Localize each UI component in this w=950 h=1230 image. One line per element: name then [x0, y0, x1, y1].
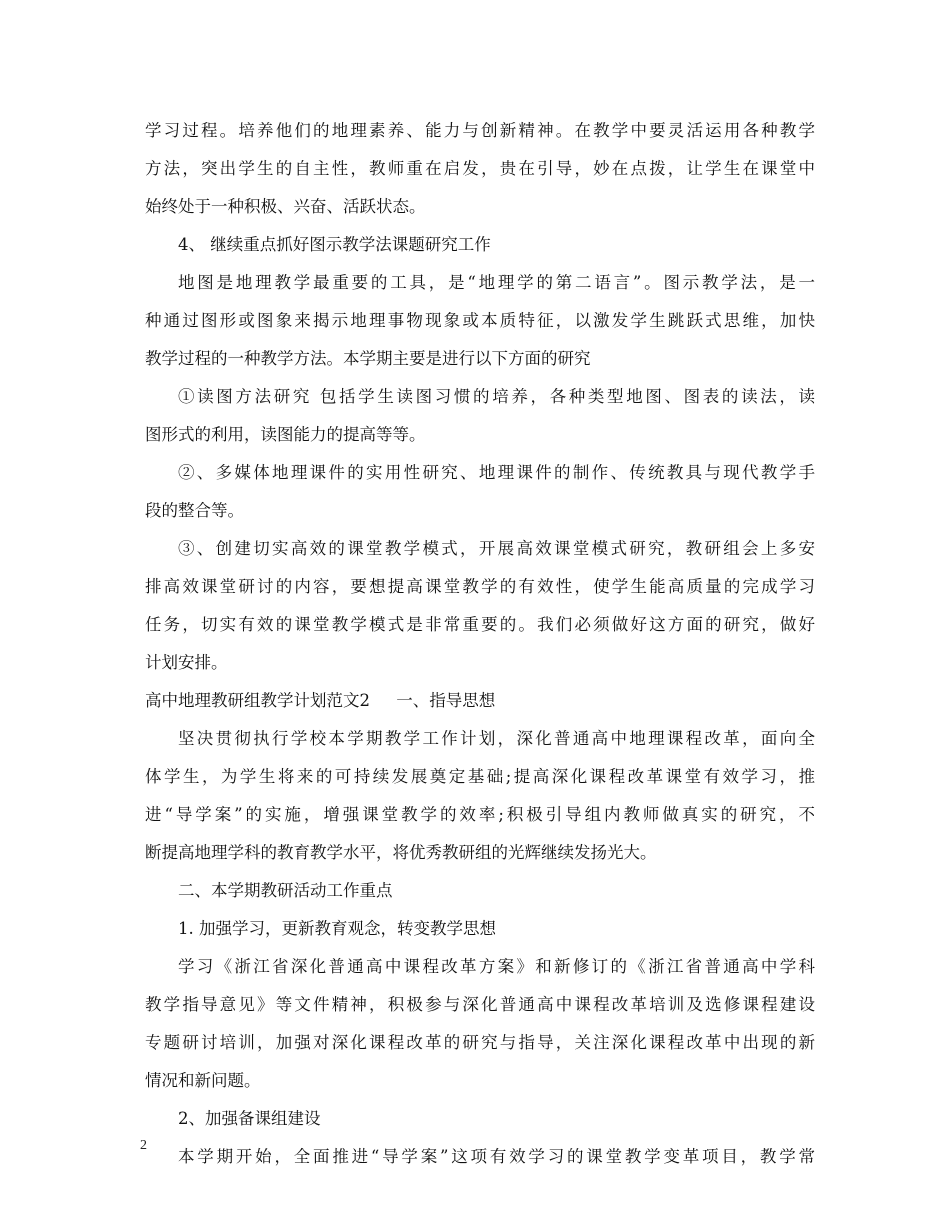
- paragraph-first-line: ③、创建切实高效的课堂教学模式，开展高效课堂模式研究，教研组会上多安: [178, 539, 815, 558]
- paragraph-first-line: 本学期开始，全面推进“导学案”这项有效学习的课堂教学变革项目，教学常: [178, 1147, 815, 1166]
- paragraph-first-line: 坚决贯彻执行学校本学期教学工作计划，深化普通高中地理课程改革，面向全: [178, 729, 815, 748]
- text-line: 体学生，为学生将来的可持续发展奠定基础;提高深化课程改革课堂有效学习，推: [145, 767, 815, 786]
- paragraph-first-line: ①读图方法研究 包括学生读图习惯的培养，各种类型地图、图表的读法，读: [178, 387, 815, 406]
- text-line: 段的整合等。: [145, 501, 244, 520]
- text-line: 图形式的利用，读图能力的提高等等。: [145, 425, 426, 444]
- page-number: 2: [140, 1138, 147, 1153]
- section-heading: 二、本学期教研活动工作重点: [178, 881, 393, 900]
- text-line: 排高效课堂研讨的内容，要想提高课堂教学的有效性，使学生能高质量的完成学习: [145, 577, 815, 596]
- subsection-heading: 2、加强备课组建设: [178, 1109, 321, 1128]
- text-line: 情况和新问题。: [145, 1071, 261, 1090]
- text-line: 计划安排。: [145, 653, 228, 672]
- text-line: 始终处于一种积极、兴奋、活跃状态。: [145, 197, 426, 216]
- subsection-heading: 1. 加强学习，更新教育观念，转变教学思想: [178, 919, 496, 938]
- text-line: 教学指导意见》等文件精神，积极参与深化普通高中课程改革培训及选修课程建设: [145, 995, 815, 1014]
- text-line: 方法，突出学生的自主性，教师重在启发，贵在引导，妙在点拨，让学生在课堂中: [145, 159, 815, 178]
- text-line: 教学过程的一种教学方法。本学期主要是进行以下方面的研究: [145, 349, 591, 368]
- text-line: 断提高地理学科的教育教学水平，将优秀教研组的光辉继续发扬光大。: [145, 843, 657, 862]
- section-heading: 4、 继续重点抓好图示教学法课题研究工作: [178, 235, 491, 254]
- paragraph-first-line: ②、多媒体地理课件的实用性研究、地理课件的制作、传统教具与现代教学手: [178, 463, 815, 482]
- document-title-line: 高中地理教研组教学计划范文2 一、指导思想: [145, 691, 496, 710]
- text-line: 进“导学案”的实施，增强课堂教学的效率;积极引导组内教师做真实的研究，不: [145, 805, 815, 824]
- text-line: 专题研讨培训，加强对深化课程改革的研究与指导，关注深化课程改革中出现的新: [145, 1033, 815, 1052]
- paragraph-first-line: 学习《浙江省深化普通高中课程改革方案》和新修订的《浙江省普通高中学科: [178, 957, 815, 976]
- document-body: [145, 112, 815, 1176]
- paragraph-first-line: 地图是地理教学最重要的工具，是“地理学的第二语言”。图示教学法，是一: [178, 273, 815, 292]
- text-line: 种通过图形或图象来揭示地理事物现象或本质特征，以激发学生跳跃式思维，加快: [145, 311, 815, 330]
- text-line: 任务，切实有效的课堂教学模式是非常重要的。我们必须做好这方面的研究，做好: [145, 615, 815, 634]
- text-line: 学习过程。培养他们的地理素养、能力与创新精神。在教学中要灵活运用各种教学: [145, 121, 815, 140]
